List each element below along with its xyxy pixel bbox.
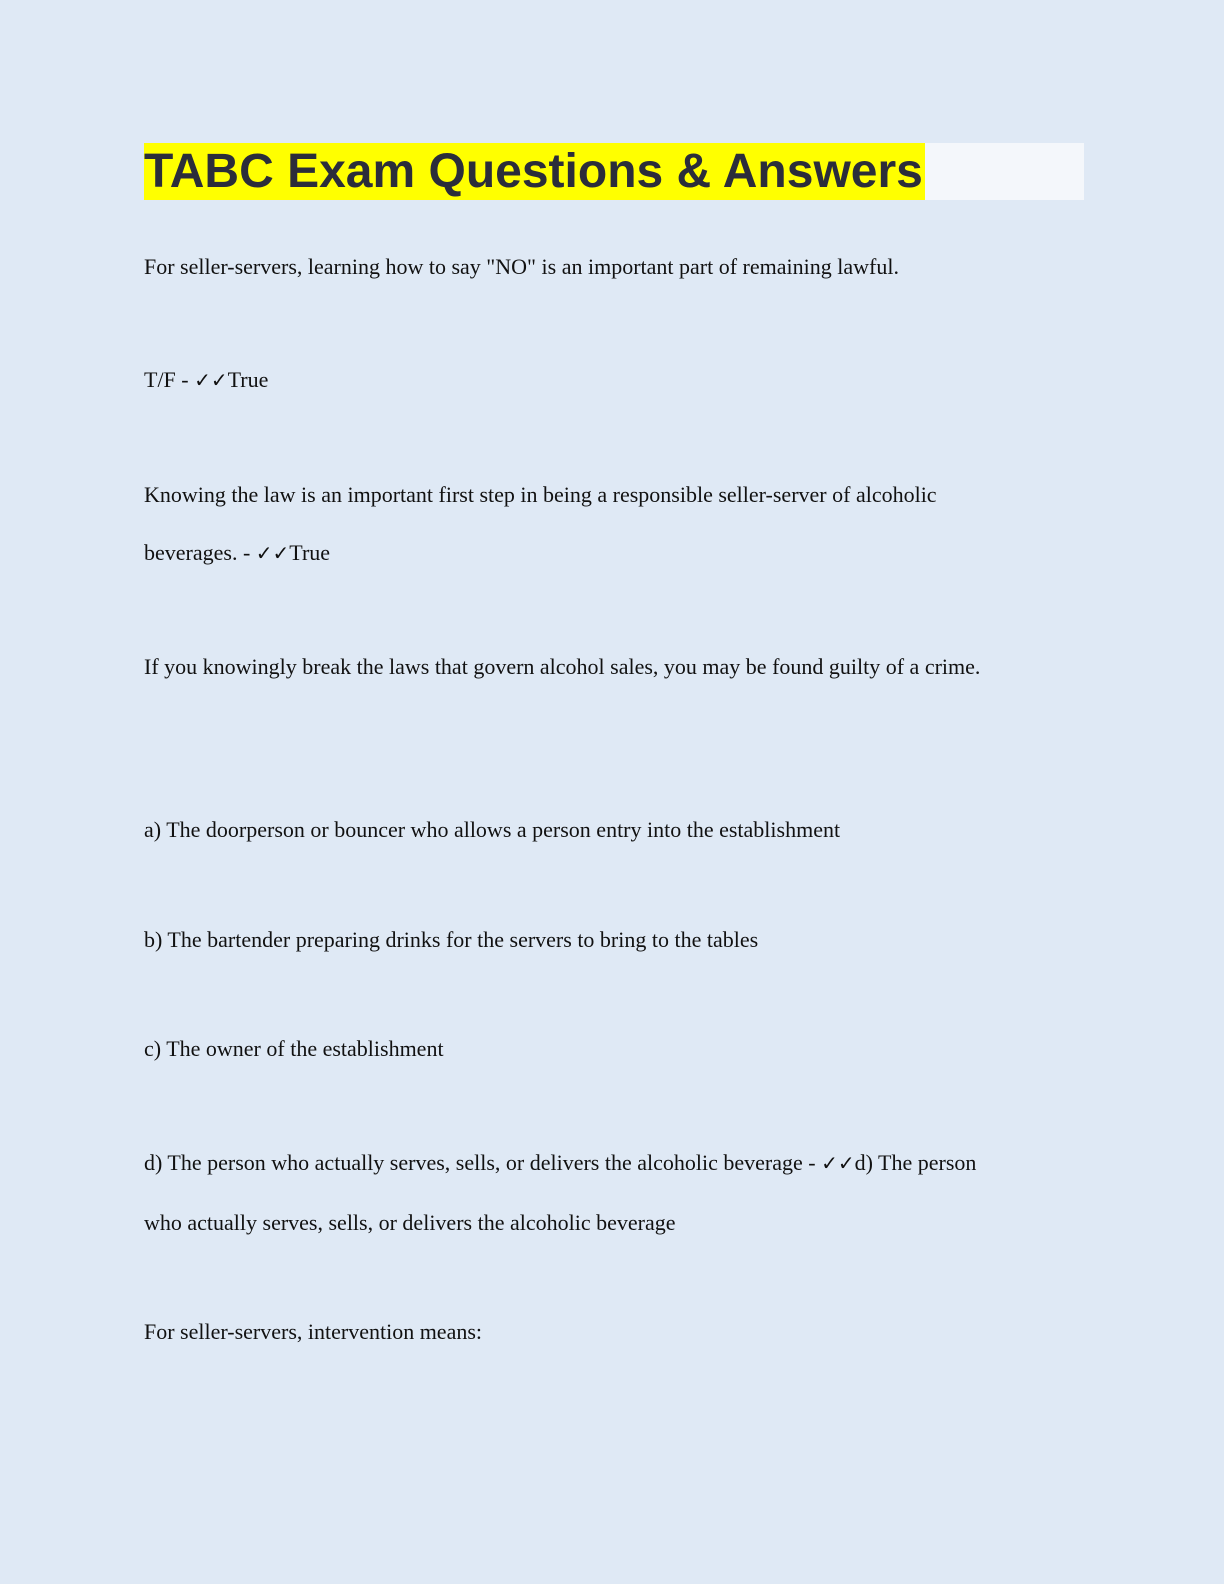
answer-text: True (227, 367, 269, 392)
option-a: a) The doorperson or bouncer who allows a person entry into the establishment (144, 817, 841, 842)
answer-text: True (289, 540, 331, 565)
answer-text: d) The person (854, 1150, 977, 1175)
option-d-prefix: d) The person who actually serves, sells, or delivers the alcoholic beverage - (144, 1150, 822, 1175)
option-c: c) The owner of the establishment (144, 1036, 444, 1061)
double-check-icon: ✓✓ (255, 541, 290, 565)
double-check-icon: ✓✓ (194, 368, 228, 392)
question-3-text: If you knowingly break the laws that govern alcohol sales, you may be found guilty of a crime. (144, 654, 981, 679)
option-b: b) The bartender preparing drinks for the servers to bring to the tables (144, 927, 759, 952)
question-2-line-1: Knowing the law is an important first step in being a responsible seller-server of alcoholic (144, 482, 937, 507)
option-d-line-1 (144, 1149, 976, 1177)
answer-prefix: T/F - (144, 367, 195, 392)
double-check-icon: ✓✓ (821, 1151, 855, 1175)
question-1-text: For seller-servers, learning how to say "NO" is an important part of remaining lawful. (144, 254, 899, 279)
title-bar (144, 143, 1084, 200)
question-4-text: For seller-servers, intervention means: (144, 1319, 483, 1344)
question-1-answer (144, 366, 268, 394)
page-title: TABC Exam Questions & Answers (144, 145, 923, 198)
option-d-line-2: who actually serves, sells, or delivers the alcoholic beverage (144, 1210, 676, 1235)
question-2-line-2 (144, 539, 330, 567)
question-2-prefix: beverages. - (144, 540, 256, 565)
